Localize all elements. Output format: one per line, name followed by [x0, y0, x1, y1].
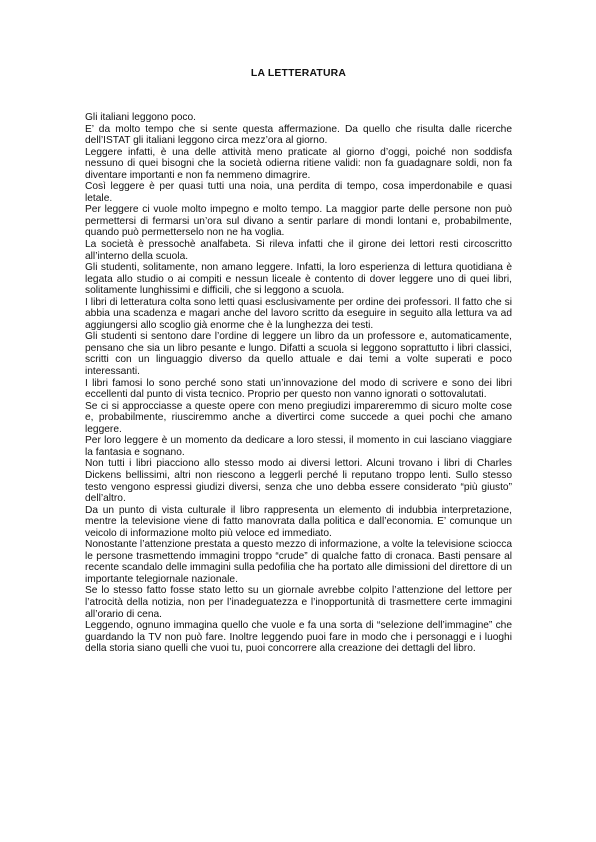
paragraph: La società è pressochè analfabeta. Si rileva infatti che il girone dei lettori resti circoscritto all’interno della scuola.: [85, 239, 512, 262]
paragraph: Per leggere ci vuole molto impegno e molto tempo. La maggior parte delle persone non può permettersi di fermarsi un’ora sul divano a sentir parlare di mondi lontani e, probabilmente, quando può permetterselo non ne ha voglia.: [85, 204, 512, 239]
paragraph: I libri famosi lo sono perché sono stati un’innovazione del modo di scrivere e sono dei libri eccellenti dal punto di vista tecnico. Proprio per questo non vanno ignorati o sottovalutati.: [85, 377, 512, 401]
document-body: [85, 112, 512, 655]
paragraph: I libri di letteratura colta sono letti quasi esclusivamente per ordine dei professori. Il fatto che si abbia una scadenza e magari anche del lavoro scritto da eseguire in seguito alla lettura va ad aggiungersi allo scoglio già enorme che è la lunghezza dei testi.: [85, 296, 512, 331]
paragraph: Se ci si approcciasse a queste opere con meno pregiudizi impareremmo di sicuro molte cose e, probabilmente, riusciremmo anche a divertirci come succede a quei pochi che amano leggere.: [85, 400, 512, 435]
page-title: LA LETTERATURA: [250, 68, 347, 79]
paragraph: Se lo stesso fatto fosse stato letto su un giornale avrebbe colpito l’attenzione del lettore per l’atrocità della notizia, non per l’inadeguatezza e l’inopportunità di trasmettere certe immagini all’orario di cena.: [85, 585, 512, 620]
paragraph: Da un punto di vista culturale il libro rappresenta un elemento di indubbia interpretazione, mentre la televisione viene di fatto manovrata dalla politica e dall’economia. E’ comunque un veicolo di informazione molto più veloce ed immediato.: [85, 504, 512, 539]
paragraph: Nonostante l’attenzione prestata a questo mezzo di informazione, a volte la televisione sciocca le persone trasmettendo immagini troppo “crude” di qualche fatto di cronaca. Basti pensare al recente scandalo delle immagini sulla pedofilia che ha portato alle dimissioni del direttore di un importante telegiornale nazionale.: [85, 539, 512, 585]
paragraph: E’ da molto tempo che si sente questa affermazione. Da quello che risulta dalle ricerche dell’ISTAT gli italiani leggono circa mezz’ora al giorno.: [85, 123, 512, 147]
paragraph: Gli studenti, solitamente, non amano leggere. Infatti, la loro esperienza di lettura quotidiana è legata allo studio o ai compiti e nessun liceale è contento di dover leggere uno di quei libri, solitamente lunghissimi e difficili, che si leggono a scuola.: [85, 262, 512, 297]
paragraph: Gli italiani leggono poco.: [85, 112, 197, 123]
paragraph: Leggere infatti, è una delle attività meno praticate al giorno d’oggi, poiché non soddisfa nessuno di quei bisogni che la società odierna ritiene validi: non fa guadagnare soldi, non fa diventare importanti e non fa nemmeno dimagrire.: [85, 146, 512, 181]
paragraph: Così leggere è per quasi tutti una noia, una perdita di tempo, cosa imperdonabile e quasi letale.: [85, 181, 512, 204]
paragraph: Non tutti i libri piacciono allo stesso modo ai diversi lettori. Alcuni trovano i libri di Charles Dickens bellissimi, altri non riescono a leggerli perché li reputano troppo lenti. Sullo stesso testo vengono espressi giudizi diversi, senza che uno debba essere considerato “più giusto” dell’altro.: [85, 458, 512, 505]
paragraph: Leggendo, ognuno immagina quello che vuole e fa una sorta di “selezione dell’immagine” che guardando la TV non può fare. Inoltre leggendo puoi fare in modo che i personaggi e i luoghi della storia siano quelli che vuoi tu, puoi concorrere alla creazione dei dettagli del libro.: [85, 620, 512, 655]
paragraph: Per loro leggere è un momento da dedicare a loro stessi, il momento in cui lasciano viaggiare la fantasia e sognano.: [85, 435, 512, 458]
paragraph: Gli studenti si sentono dare l’ordine di leggere un libro da un professore e, automaticamente, pensano che sia un libro pesante e lungo. Difatti a scuola si leggono soprattutto i libri classici, scritti con un linguaggio diverso da quello attuale e dai temi a volte superati e poco interessanti.: [85, 331, 512, 378]
